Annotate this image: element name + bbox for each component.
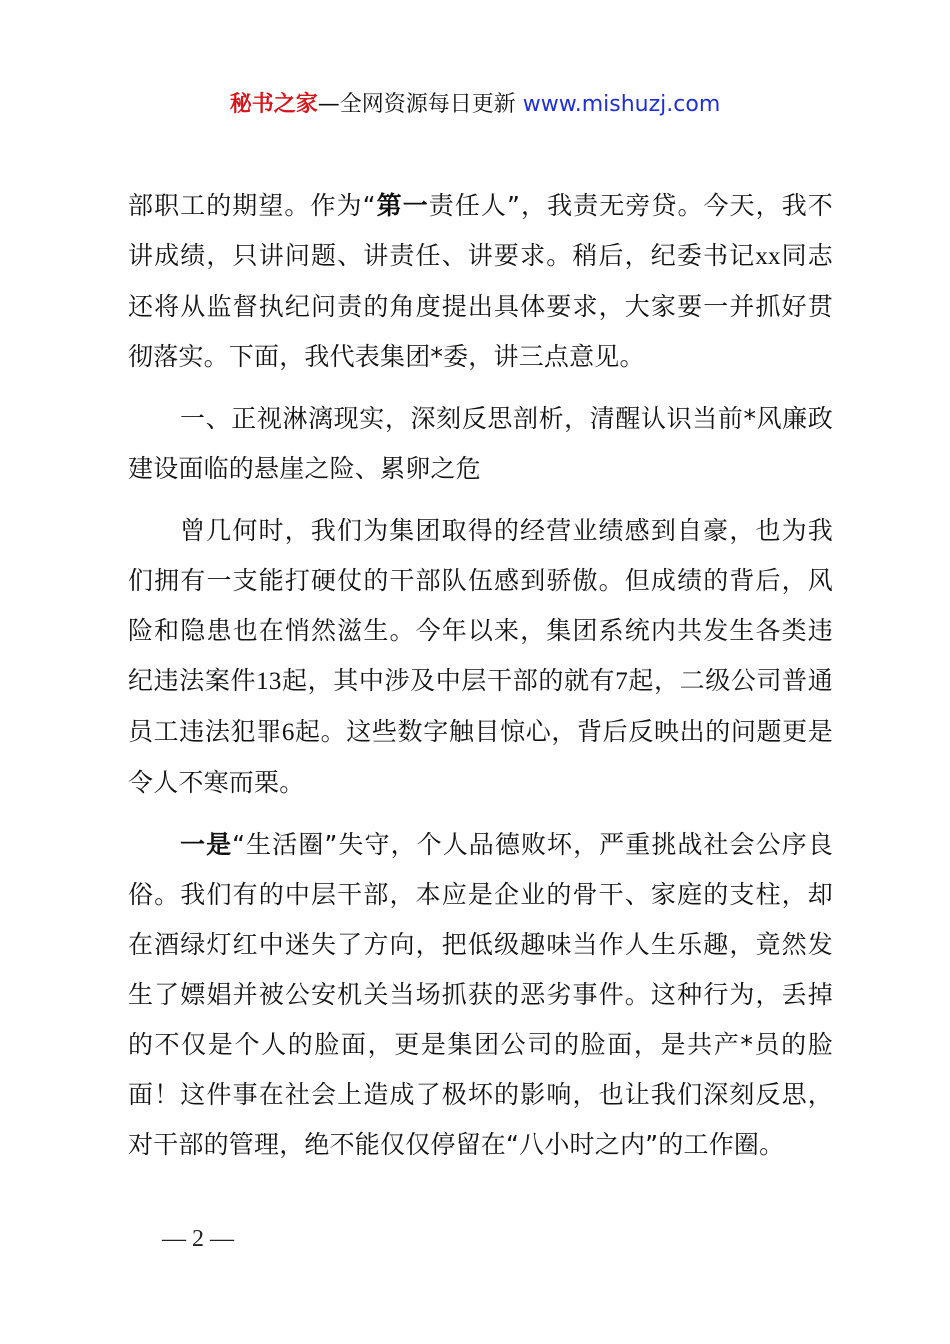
bold-first: 第一 [375,191,429,220]
brand-name: 秘书之家 [229,92,318,117]
document-body [128,181,833,1170]
paragraph-statistics: 曾几何时，我们为集团取得的经营业绩感到自豪，也为我们拥有一支能打硬仗的干部队伍感到骄傲。但成绩的背后，风险和隐患也在悄然滋生。今年以来，集团系统内共发生各类违纪违法案件13起，其中涉及中层干部的就有7起，二级公司普通员工违法犯罪6起。这些数字触目惊心，背后反映出的问题更是令人不寒而栗。 [128,516,833,797]
paragraph-point-one: 一是“生活圈”失守，个人品德败坏，严重挑战社会公序良俗。我们有的中层干部，本应是企业的骨干、家庭的支柱，却在酒绿灯红中迷失了方向，把低级趣味当作人生乐趣，竟然发生了嫖娼并被公安机关当场抓获的恶劣事件。这种行为，丢掉的不仅是个人的脸面，更是集团公司的脸面，是共产*员的脸面！这件事在社会上造成了极坏的影响，也让我们深刻反思，对干部的管理，绝不能仅仅停留在“八小时之内”的工作圈。 [128,830,833,1159]
point-label: 一是 [180,830,233,859]
site-header [0,88,950,122]
section-heading-1: 一、正视淋漓现实，深刻反思剖析，清醒认识当前*风廉政建设面临的悬崖之险、累卵之危 [128,404,833,483]
header-tagline: —全网资源每日更新 [317,92,516,117]
paragraph-continuation: 部职工的期望。作为“第一责任人”，我责无旁贷。今天，我不讲成绩，只讲问题、讲责任、讲要求。稍后，纪委书记xx同志还将从监督执纪问责的角度提出具体要求，大家要一并抓好贯彻落实。下面，我代表集团*委，讲三点意见。 [128,191,833,371]
site-url-link[interactable]: www.mishuzj.com [522,92,721,117]
page-number: — 2 — [162,1226,234,1252]
